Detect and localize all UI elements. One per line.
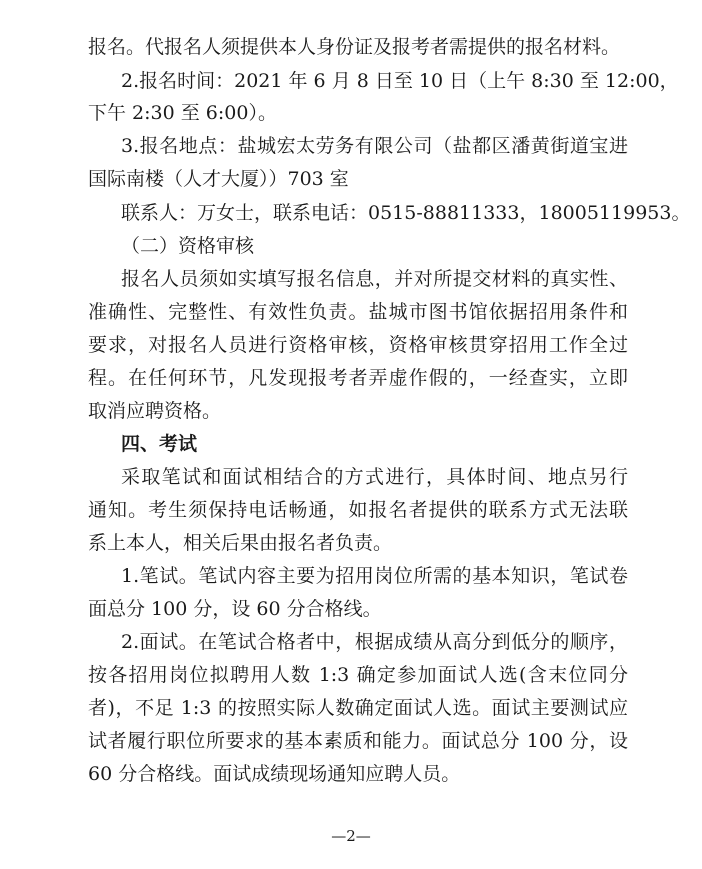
page-number: —2— (331, 827, 371, 845)
text-line: 联系人：万女士，联系电话：0515-88811333，18005119953。 (121, 202, 691, 224)
text-line: 下午 2:30 至 6:00）。 (88, 102, 277, 124)
text-line: 要求，对报名人员进行资格审核，资格审核贯穿招用工作全过 (88, 334, 628, 356)
text-line: 采取笔试和面试相结合的方式进行，具体时间、地点另行 (121, 466, 628, 488)
text-line: 60 分合格线。面试成绩现场通知应聘人员。 (88, 763, 461, 785)
text-line: 者)，不足 1:3 的按照实际人数确定面试人选。面试主要测试应 (88, 697, 628, 719)
text-line: 2.报名时间：2021 年 6 月 8 日至 10 日（上午 8:30 至 12:00， (121, 70, 679, 92)
text-line: 试者履行职位所要求的基本素质和能力。面试总分 100 分，设 (88, 730, 628, 752)
text-line: 面总分 100 分，设 60 分合格线。 (88, 598, 382, 620)
text-line: 通知。考生须保持电话畅通，如报名者提供的联系方式无法联 (88, 499, 628, 521)
text-line: 准确性、完整性、有效性负责。盐城市图书馆依据招用条件和 (88, 301, 628, 323)
section-heading: （二）资格审核 (121, 235, 255, 257)
text-line: 2.面试。在笔试合格者中，根据成绩从高分到低分的顺序， (121, 631, 628, 653)
text-line: 报名人员须如实填写报名信息，并对所提交材料的真实性、 (121, 268, 628, 290)
text-line: 报名。代报名人须提供本人身份证及报考者需提供的报名材料。 (88, 36, 621, 58)
text-line: 3.报名地点：盐城宏太劳务有限公司（盐都区潘黄街道宝进 (121, 135, 628, 157)
text-line: 1.笔试。笔试内容主要为招用岗位所需的基本知识，笔试卷 (121, 565, 628, 587)
text-line: 按各招用岗位拟聘用人数 1:3 确定参加面试人选(含末位同分 (88, 664, 628, 686)
text-line: 取消应聘资格。 (88, 400, 222, 422)
text-line: 系上本人，相关后果由报名者负责。 (88, 532, 393, 554)
text-line: 程。在任何环节，凡发现报考者弄虚作假的，一经查实，立即 (88, 367, 628, 389)
section-heading: 四、考试 (121, 433, 198, 455)
text-line: 国际南楼（人才大厦））703 室 (88, 168, 349, 190)
